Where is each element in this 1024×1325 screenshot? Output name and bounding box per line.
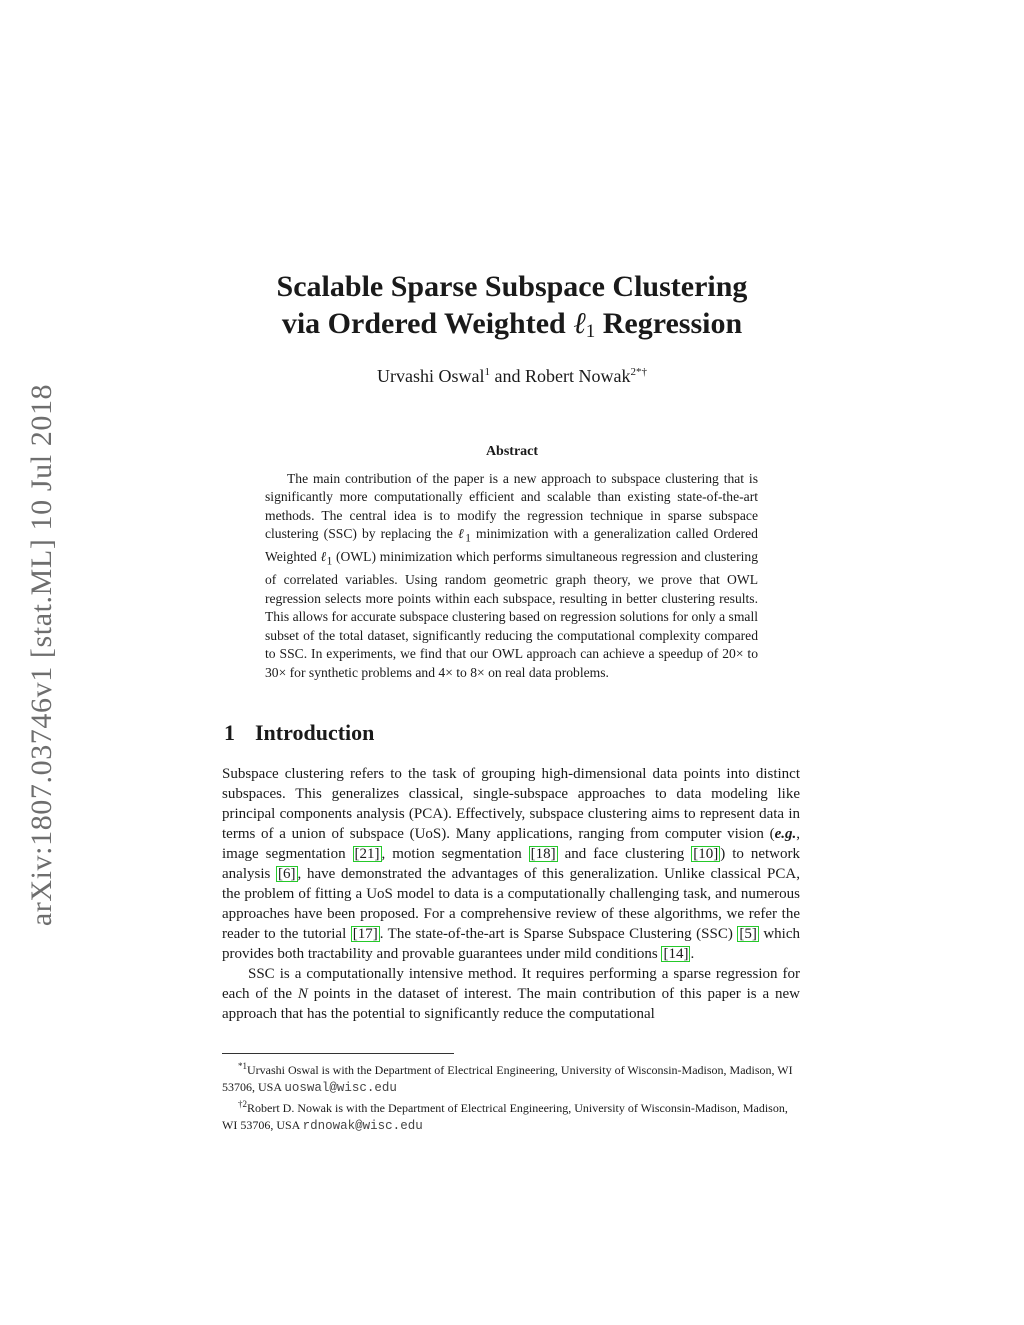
title-line-2-pre: via Ordered Weighted	[281, 307, 574, 340]
paper-title	[0, 268, 1024, 350]
author-conjunction: and	[490, 366, 525, 386]
ell-symbol: ℓ	[573, 307, 586, 340]
intro-text-2: , image segmentation	[222, 826, 800, 862]
abstract-ell-2: ℓ	[320, 549, 327, 565]
abstract-part-1: The main contribution of the paper is a new approach to subspace clustering that is significantly more computationally efficient and scalable than existing state-of-the-art methods. The central idea is to modify the regression technique in sparse subspace clustering (SSC) by replacing the	[265, 471, 758, 542]
intro-text-1: Subspace clustering refers to the task of grouping high-dimensional data points into distinct subspaces. This generalizes classical, single-subspace approaches to data modeling like principal components analysis (PCA). Effectively, subspace clustering aims to represent data in terms of a union of subspace (UoS). Many applications, ranging from computer vision (	[222, 766, 800, 842]
section-title: Introduction	[255, 720, 375, 745]
citation-link[interactable]: [17]	[352, 926, 378, 942]
intro-text-7: . The state-of-the-art is Sparse Subspace Clustering (SSC)	[379, 926, 738, 942]
ell-subscript: 1	[585, 321, 596, 342]
citation-link[interactable]: [14]	[663, 946, 689, 962]
intro-text-8: which provides both tractability and provable guarantees under mild conditions	[222, 926, 800, 962]
footnote-1	[222, 1058, 800, 1096]
eg-abbrev: e.g.	[774, 826, 797, 842]
author-1-mark: 1	[484, 366, 490, 378]
abstract-ell-1: ℓ	[457, 526, 466, 542]
abstract-sub-2: 1	[326, 556, 333, 569]
title-line-1: Scalable Sparse Subspace Clustering	[276, 270, 748, 303]
footnote-2-text: Robert D. Nowak is with the Department of Electrical Engineering, University of Wisconsin-Madison, Madison, WI 53706, USA	[222, 1101, 788, 1132]
footnote-divider	[222, 1053, 454, 1054]
intro-text-4: and face clustering	[557, 846, 692, 862]
author-2: Robert Nowak	[525, 366, 631, 386]
email-link[interactable]: rdnowak@wisc.edu	[302, 1118, 423, 1133]
author-2-mark: 2*†	[630, 366, 647, 378]
intro-p2-text-1: SSC is a computationally intensive method. It requires performing a sparse regression for each of the	[222, 966, 800, 1002]
section-number: 1	[224, 720, 235, 745]
abstract-heading: Abstract	[485, 444, 539, 459]
paragraph-2	[222, 964, 800, 1024]
intro-text-9: .	[690, 946, 695, 962]
footnote-1-text: Urvashi Oswal is with the Department of Electrical Engineering, University of Wisconsin-Madison, Madison, WI 53706, USA	[222, 1063, 793, 1094]
title-line-2-post: Regression	[595, 307, 743, 340]
abstract-part-2: minimization with a generalization called Ordered Weighted	[265, 526, 758, 565]
intro-text-5: ) to network analysis	[222, 846, 800, 882]
email-link[interactable]: uoswal@wisc.edu	[284, 1080, 397, 1095]
footnote-1-mark: *1	[238, 1061, 247, 1071]
citation-link[interactable]: [6]	[278, 866, 296, 882]
intro-text-6: , have demonstrated the advantages of this generalization. Unlike classical PCA, the problem of fitting a UoS model to data is a computationally challenging task, and numerous approaches have been proposed. For a comprehensive review of these algorithms, we refer the reader to the tutorial	[222, 866, 800, 942]
math-N: N	[297, 986, 308, 1002]
intro-text-3: , motion segmentation	[381, 846, 529, 862]
abstract-part-3: (OWL) minimization which performs simultaneous regression and clustering of correlated variables. Using random geometric graph theory, we prove that OWL regression selects more points within each subspace, resulting in better clustering results. This allows for accurate subspace clustering based on regression solutions for only a small subset of the total dataset, significantly reducing the computational complexity compared to SSC. In experiments, we find that our OWL approach can achieve a speedup of 20× to 30× for synthetic problems and 4× to 8× on real data problems.	[265, 549, 758, 680]
abstract-sub-1: 1	[465, 532, 471, 545]
paragraph-1	[222, 764, 800, 964]
intro-p2-text-2: points in the dataset of interest. The main contribution of this paper is a new approach that has the potential to significantly reduce the computational	[222, 986, 800, 1022]
citation-link[interactable]: [21]	[354, 846, 380, 862]
abstract-text	[265, 470, 758, 682]
title-line-2	[0, 305, 1024, 350]
section-heading	[224, 720, 374, 746]
introduction-body	[222, 764, 800, 1024]
footnotes	[222, 1058, 800, 1134]
citation-link[interactable]: [10]	[693, 846, 719, 862]
arxiv-stamp-text: arXiv:1807.03746v1 [stat.ML] 10 Jul 2018	[25, 383, 58, 927]
author-1: Urvashi Oswal	[377, 366, 485, 386]
citation-link[interactable]: [18]	[530, 846, 556, 862]
citation-link[interactable]: [5]	[739, 926, 757, 942]
author-list	[0, 366, 1024, 387]
footnote-2	[222, 1096, 800, 1134]
footnote-2-mark: †2	[238, 1099, 247, 1109]
